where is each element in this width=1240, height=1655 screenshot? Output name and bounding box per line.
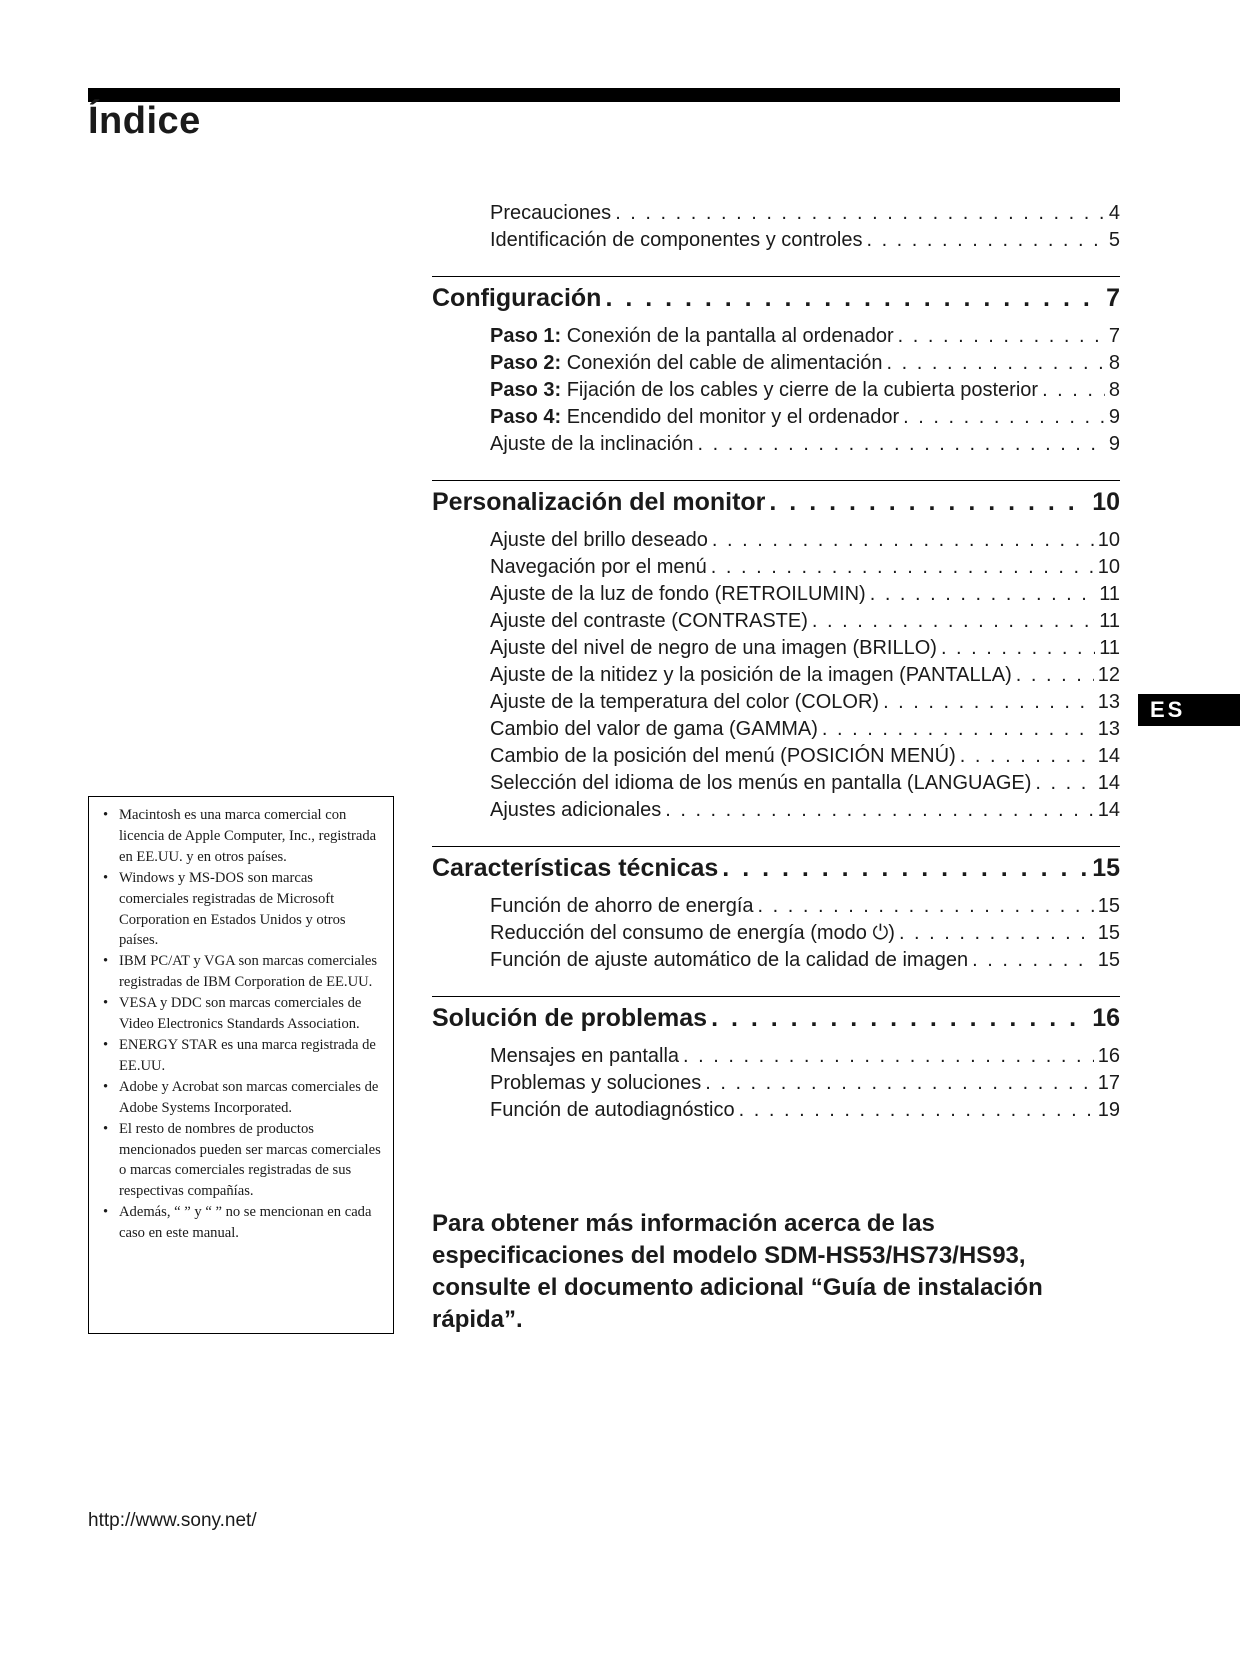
toc-section-solucion [432, 996, 1120, 1124]
toc-entry-page: 14 [1097, 799, 1120, 821]
toc-entry[interactable] [490, 608, 1120, 635]
dot-leader [665, 797, 1094, 824]
page-title: Índice [88, 100, 201, 142]
toc-entry[interactable] [490, 581, 1120, 608]
toc-entry-page: 10 [1097, 556, 1120, 578]
toc-entry[interactable] [490, 770, 1120, 797]
toc-section-caracteristicas [432, 846, 1120, 974]
dot-leader [812, 608, 1095, 635]
dot-leader [960, 743, 1094, 770]
step-label: Paso 4: [490, 406, 562, 428]
toc-entry-page: 17 [1097, 1072, 1120, 1094]
dot-leader [899, 920, 1094, 947]
toc-entry-page: 15 [1097, 895, 1120, 917]
toc-entry-title: Función de autodiagnóstico [490, 1099, 735, 1121]
toc-entry[interactable] [490, 920, 1120, 947]
dot-leader [605, 277, 1102, 319]
toc-entry-title: Cambio de la posición del menú (POSICIÓN MENÚ) [490, 745, 956, 767]
toc-entry[interactable] [490, 200, 1120, 227]
toc-entry[interactable] [490, 635, 1120, 662]
toc-entry[interactable] [490, 527, 1120, 554]
toc-entry-title: Ajuste de la temperatura del color (COLOR) [490, 691, 880, 713]
toc-entry-title: Precauciones [490, 202, 612, 224]
step-text: Fijación de los cables y cierre de la cubierta posterior [566, 379, 1039, 401]
toc-entry-page: 11 [1099, 583, 1120, 605]
toc-entry[interactable] [490, 350, 1120, 377]
section-page: 15 [1092, 854, 1120, 882]
toc-entry-title: Reducción del consumo de energía (modo ⏻) [490, 922, 895, 944]
toc-entry-page: 11 [1099, 637, 1120, 659]
dot-leader [866, 227, 1104, 254]
step-text: Encendido del monitor y el ordenador [566, 406, 900, 428]
toc-entry-title: Cambio del valor de gama (GAMMA) [490, 718, 818, 740]
toc-entry[interactable] [490, 227, 1120, 254]
section-title: Características técnicas [432, 854, 719, 882]
toc-entry-title [490, 377, 1038, 404]
toc-entry-page: 8 [1108, 352, 1120, 374]
toc-entry-title [490, 404, 899, 431]
toc-entry-page: 13 [1097, 691, 1120, 713]
toc-entry-title: Ajuste del contraste (CONTRASTE) [490, 610, 808, 632]
language-tab: ES [1138, 694, 1240, 726]
toc-entry[interactable] [490, 743, 1120, 770]
dot-leader [722, 847, 1088, 889]
toc-section-heading[interactable] [432, 480, 1120, 523]
toc-section-heading[interactable] [432, 996, 1120, 1039]
toc-entry-page: 14 [1097, 745, 1120, 767]
toc-entry[interactable] [490, 431, 1120, 458]
trademark-item: • Macintosh es una marca comercial con licencia de Apple Computer, Inc., registrada en EE.UU. y en otros países. [99, 805, 383, 868]
dot-leader [1016, 662, 1094, 689]
dot-leader [739, 1097, 1094, 1124]
dot-leader [711, 554, 1094, 581]
toc-entry-title [490, 323, 894, 350]
toc-entry-title: Función de ajuste automático de la calidad de imagen [490, 949, 969, 971]
dot-leader [683, 1043, 1094, 1070]
section-title: Configuración [432, 284, 602, 312]
toc-entry[interactable] [490, 716, 1120, 743]
dot-leader [1042, 377, 1105, 404]
toc-entry-page: 8 [1108, 379, 1120, 401]
section-page: 16 [1092, 1004, 1120, 1032]
toc-entry[interactable] [490, 1070, 1120, 1097]
dot-leader [712, 527, 1094, 554]
dot-leader [758, 893, 1094, 920]
toc-entry-title: Problemas y soluciones [490, 1072, 702, 1094]
toc-section-heading[interactable] [432, 846, 1120, 889]
dot-leader [769, 481, 1088, 523]
toc-entry[interactable] [490, 323, 1120, 350]
toc-entry-page: 7 [1108, 325, 1120, 347]
toc-entry[interactable] [490, 662, 1120, 689]
dot-leader [615, 200, 1105, 227]
toc-entry[interactable] [490, 554, 1120, 581]
dot-leader [883, 689, 1094, 716]
trademark-item: • El resto de nombres de productos mencionados pueden ser marcas comerciales o marcas comerciales registradas de sus respectivas compañías. [99, 1119, 383, 1203]
toc-entry-page: 15 [1097, 922, 1120, 944]
toc-entry-title: Ajustes adicionales [490, 799, 662, 821]
step-text: Conexión del cable de alimentación [566, 352, 883, 374]
trademark-list [99, 805, 383, 1244]
toc-entry[interactable] [490, 404, 1120, 431]
step-label: Paso 3: [490, 379, 562, 401]
toc-entry[interactable] [490, 1097, 1120, 1124]
dot-leader [697, 431, 1104, 458]
dot-leader [903, 404, 1105, 431]
dot-leader [898, 323, 1105, 350]
toc-entry[interactable] [490, 377, 1120, 404]
toc-entry-page: 14 [1097, 772, 1120, 794]
toc-entry-page: 11 [1099, 610, 1120, 632]
toc-entry-page: 13 [1097, 718, 1120, 740]
toc-entry[interactable] [490, 797, 1120, 824]
top-rule [88, 88, 1120, 102]
section-title: Solución de problemas [432, 1004, 708, 1032]
toc-entry-page: 15 [1097, 949, 1120, 971]
section-title: Personalización del monitor [432, 488, 766, 516]
dot-leader [1035, 770, 1093, 797]
toc-entry[interactable] [490, 689, 1120, 716]
trademark-item: • Adobe y Acrobat son marcas comerciales de Adobe Systems Incorporated. [99, 1077, 383, 1119]
table-of-contents [432, 200, 1120, 1124]
toc-entry-page: 5 [1108, 229, 1120, 251]
section-page: 10 [1092, 488, 1120, 516]
toc-entry-title: Función de ahorro de energía [490, 895, 754, 917]
step-label: Paso 1: [490, 325, 562, 347]
toc-entry-page: 4 [1108, 202, 1120, 224]
toc-entry-title: Ajuste del brillo deseado [490, 529, 708, 551]
dot-leader [822, 716, 1094, 743]
trademark-item: • ENERGY STAR es una marca registrada de EE.UU. [99, 1035, 383, 1077]
trademark-item: • Además, “ ” y “ ” no se mencionan en cada caso en este manual. [99, 1202, 383, 1244]
trademark-item: • Windows y MS-DOS son marcas comerciales registradas de Microsoft Corporation en Estados Unidos y otros países. [99, 868, 383, 952]
toc-entry-page: 10 [1097, 529, 1120, 551]
toc-section-heading[interactable] [432, 276, 1120, 319]
footer-url[interactable]: http://www.sony.net/ [88, 1510, 257, 1531]
dot-leader [941, 635, 1095, 662]
toc-entry-title: Ajuste de la nitidez y la posición de la imagen (PANTALLA) [490, 664, 1012, 686]
dot-leader [972, 947, 1094, 974]
step-text: Conexión de la pantalla al ordenador [566, 325, 894, 347]
toc-entry-title: Navegación por el menú [490, 556, 707, 578]
step-label: Paso 2: [490, 352, 562, 374]
toc-entry[interactable] [490, 947, 1120, 974]
trademark-item: • IBM PC/AT y VGA son marcas comerciales registradas de IBM Corporation de EE.UU. [99, 951, 383, 993]
dot-leader [870, 581, 1096, 608]
toc-entry-page: 9 [1108, 406, 1120, 428]
trademark-box [88, 796, 394, 1334]
toc-intro [432, 200, 1120, 254]
toc-entry-page: 9 [1108, 433, 1120, 455]
dot-leader [705, 1070, 1094, 1097]
dot-leader [886, 350, 1104, 377]
toc-entry-title: Ajuste de la luz de fondo (RETROILUMIN) [490, 583, 866, 605]
info-note: Para obtener más información acerca de las especificaciones del modelo SDM-HS53/HS73/HS93, consulte el documento adicional “Guía de instalación rápida”. [432, 1210, 1043, 1333]
toc-entry-title: Ajuste de la inclinación [490, 433, 694, 455]
toc-entry[interactable] [490, 893, 1120, 920]
toc-entry-title: Identificación de componentes y controles [490, 229, 863, 251]
dot-leader [711, 997, 1088, 1039]
toc-entry[interactable] [490, 1043, 1120, 1070]
toc-entry-page: 16 [1097, 1045, 1120, 1067]
toc-section-configuracion [432, 276, 1120, 458]
toc-entry-title: Selección del idioma de los menús en pantalla (LANGUAGE) [490, 772, 1032, 794]
toc-entry-title: Ajuste del nivel de negro de una imagen (BRILLO) [490, 637, 937, 659]
toc-entry-page: 19 [1097, 1099, 1120, 1121]
section-page: 7 [1106, 284, 1120, 312]
toc-section-personalizacion [432, 480, 1120, 824]
toc-entry-title [490, 350, 882, 377]
toc-entry-page: 12 [1097, 664, 1120, 686]
toc-entry-title: Mensajes en pantalla [490, 1045, 680, 1067]
trademark-item: • VESA y DDC son marcas comerciales de Video Electronics Standards Association. [99, 993, 383, 1035]
